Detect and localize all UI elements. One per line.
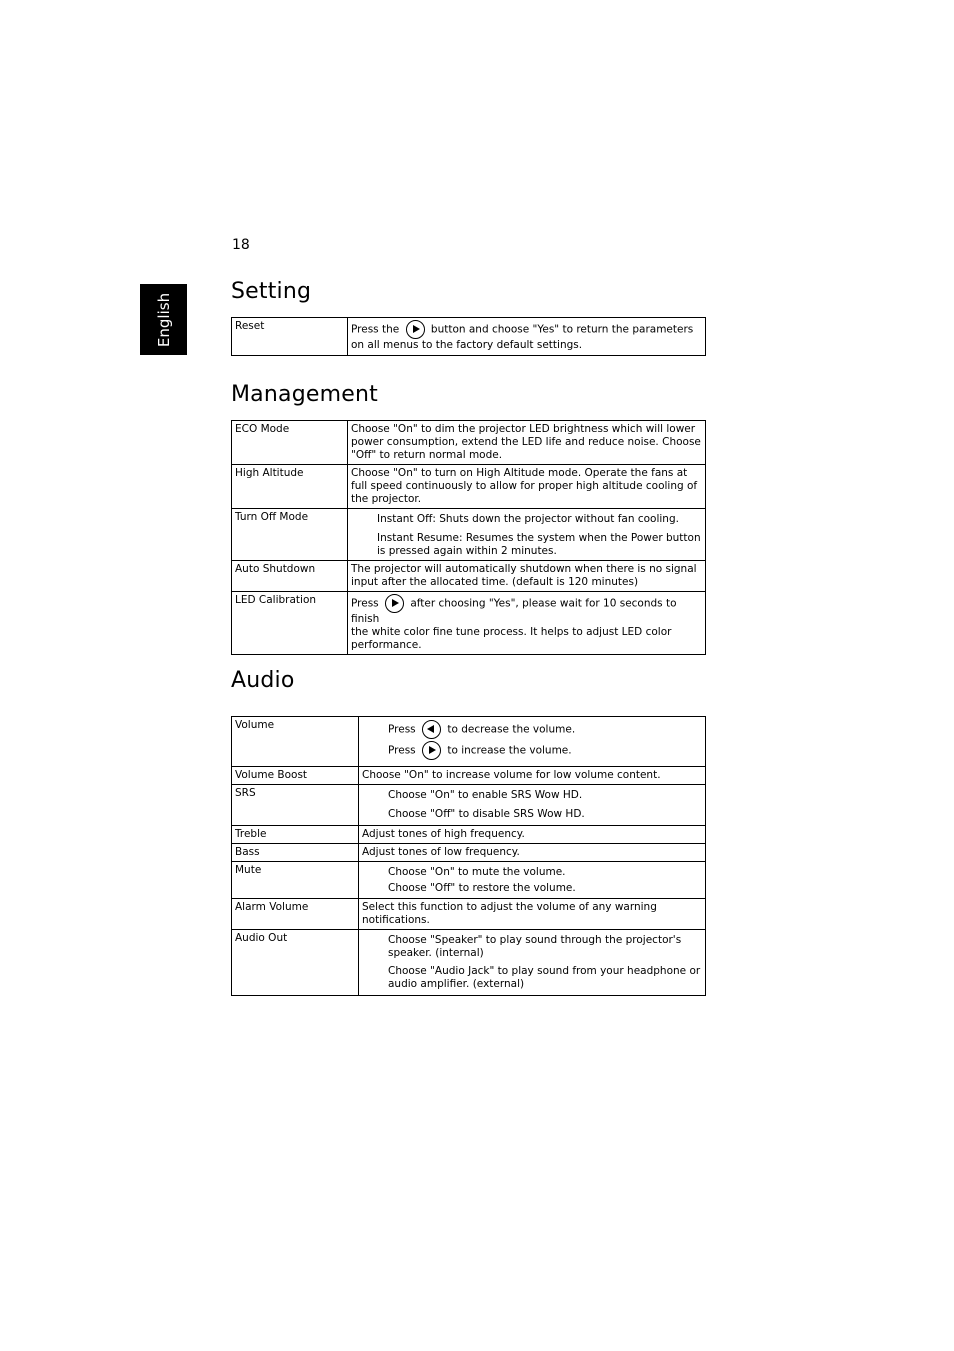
mute-label: Mute [232, 862, 359, 899]
table-row [232, 592, 706, 655]
reset-desc-line2: on all menus to the factory default settings. [351, 339, 583, 351]
volume-boost-desc: Choose "On" to increase volume for low volume content. [359, 767, 706, 785]
setting-heading: Setting [231, 279, 312, 304]
volume-desc [359, 717, 706, 767]
volume-label: Volume [232, 717, 359, 767]
reset-desc-after: button and choose "Yes" to return the parameters [430, 323, 694, 336]
table-row [232, 785, 706, 826]
table-row [232, 318, 706, 356]
srs-desc [359, 785, 706, 826]
volume-decrease-line [388, 720, 702, 739]
table-row [232, 465, 706, 509]
turn-off-mode-desc [348, 509, 706, 561]
right-arrow-button-icon [406, 320, 425, 339]
setting-table [231, 317, 706, 356]
audio-table [231, 716, 706, 996]
table-row [232, 930, 706, 996]
right-arrow-button-icon [422, 741, 441, 760]
eco-mode-desc: Choose "On" to dim the projector LED brightness which will lower power consumption, extend the LED life and reduce noise. Choose "Off" to return normal mode. [348, 421, 706, 465]
bass-desc: Adjust tones of low frequency. [359, 844, 706, 862]
left-arrow-button-icon [422, 720, 441, 739]
srs-off-text: Choose "Off" to disable SRS Wow HD. [388, 808, 585, 820]
turn-off-mode-item: Instant Resume: Resumes the system when the Power button is pressed again within 2 minutes. [377, 532, 701, 557]
volume-boost-label: Volume Boost [232, 767, 359, 785]
table-row [232, 421, 706, 465]
treble-desc: Adjust tones of high frequency. [359, 826, 706, 844]
turn-off-mode-label: Turn Off Mode [232, 509, 348, 561]
led-calibration-label: LED Calibration [232, 592, 348, 655]
volume-increase-line [388, 741, 702, 760]
auto-shutdown-desc: The projector will automatically shutdown when there is no signal input after the allocated time. (default is 120 minutes) [348, 561, 706, 592]
table-row [232, 509, 706, 561]
table-row [232, 899, 706, 930]
audio-out-jack-text: Choose "Audio Jack" to play sound from your headphone or audio amplifier. (external) [388, 965, 701, 990]
high-altitude-label: High Altitude [232, 465, 348, 509]
volume-press-text: Press [388, 744, 416, 757]
mute-desc [359, 862, 706, 899]
management-heading: Management [231, 382, 378, 407]
led-desc-before: Press [351, 597, 379, 610]
management-table [231, 420, 706, 655]
volume-increase-text: to increase the volume. [447, 744, 572, 757]
right-arrow-button-icon [385, 594, 404, 613]
audio-out-desc [359, 930, 706, 996]
audio-out-label: Audio Out [232, 930, 359, 996]
bass-label: Bass [232, 844, 359, 862]
srs-label: SRS [232, 785, 359, 826]
high-altitude-desc: Choose "On" to turn on High Altitude mode. Operate the fans at full speed continuously to allow for proper high altitude cooling of the projector. [348, 465, 706, 509]
volume-press-text: Press [388, 723, 416, 736]
reset-label: Reset [232, 318, 348, 356]
audio-heading: Audio [231, 668, 295, 693]
led-calibration-desc [348, 592, 706, 655]
language-tab-label: English [154, 292, 173, 347]
eco-mode-label: ECO Mode [232, 421, 348, 465]
turn-off-mode-item: Instant Off: Shuts down the projector without fan cooling. [377, 513, 679, 525]
led-desc-after: after choosing "Yes", please wait for 10 seconds to finish [351, 597, 677, 625]
table-row [232, 844, 706, 862]
led-desc-rest: the white color fine tune process. It helps to adjust LED color performance. [351, 626, 672, 651]
volume-decrease-text: to decrease the volume. [447, 723, 576, 736]
reset-desc [348, 318, 706, 356]
table-row [232, 826, 706, 844]
table-row [232, 561, 706, 592]
mute-off-text: Choose "Off" to restore the volume. [388, 882, 576, 894]
page-number: 18 [232, 237, 250, 253]
srs-on-text: Choose "On" to enable SRS Wow HD. [388, 789, 583, 801]
language-tab [140, 284, 187, 355]
auto-shutdown-label: Auto Shutdown [232, 561, 348, 592]
table-row [232, 862, 706, 899]
reset-desc-before: Press the [351, 323, 400, 336]
mute-on-text: Choose "On" to mute the volume. [388, 866, 566, 878]
table-row [232, 767, 706, 785]
alarm-volume-desc: Select this function to adjust the volume of any warning notifications. [359, 899, 706, 930]
alarm-volume-label: Alarm Volume [232, 899, 359, 930]
treble-label: Treble [232, 826, 359, 844]
audio-out-speaker-text: Choose "Speaker" to play sound through the projector's speaker. (internal) [388, 934, 682, 959]
table-row [232, 717, 706, 767]
